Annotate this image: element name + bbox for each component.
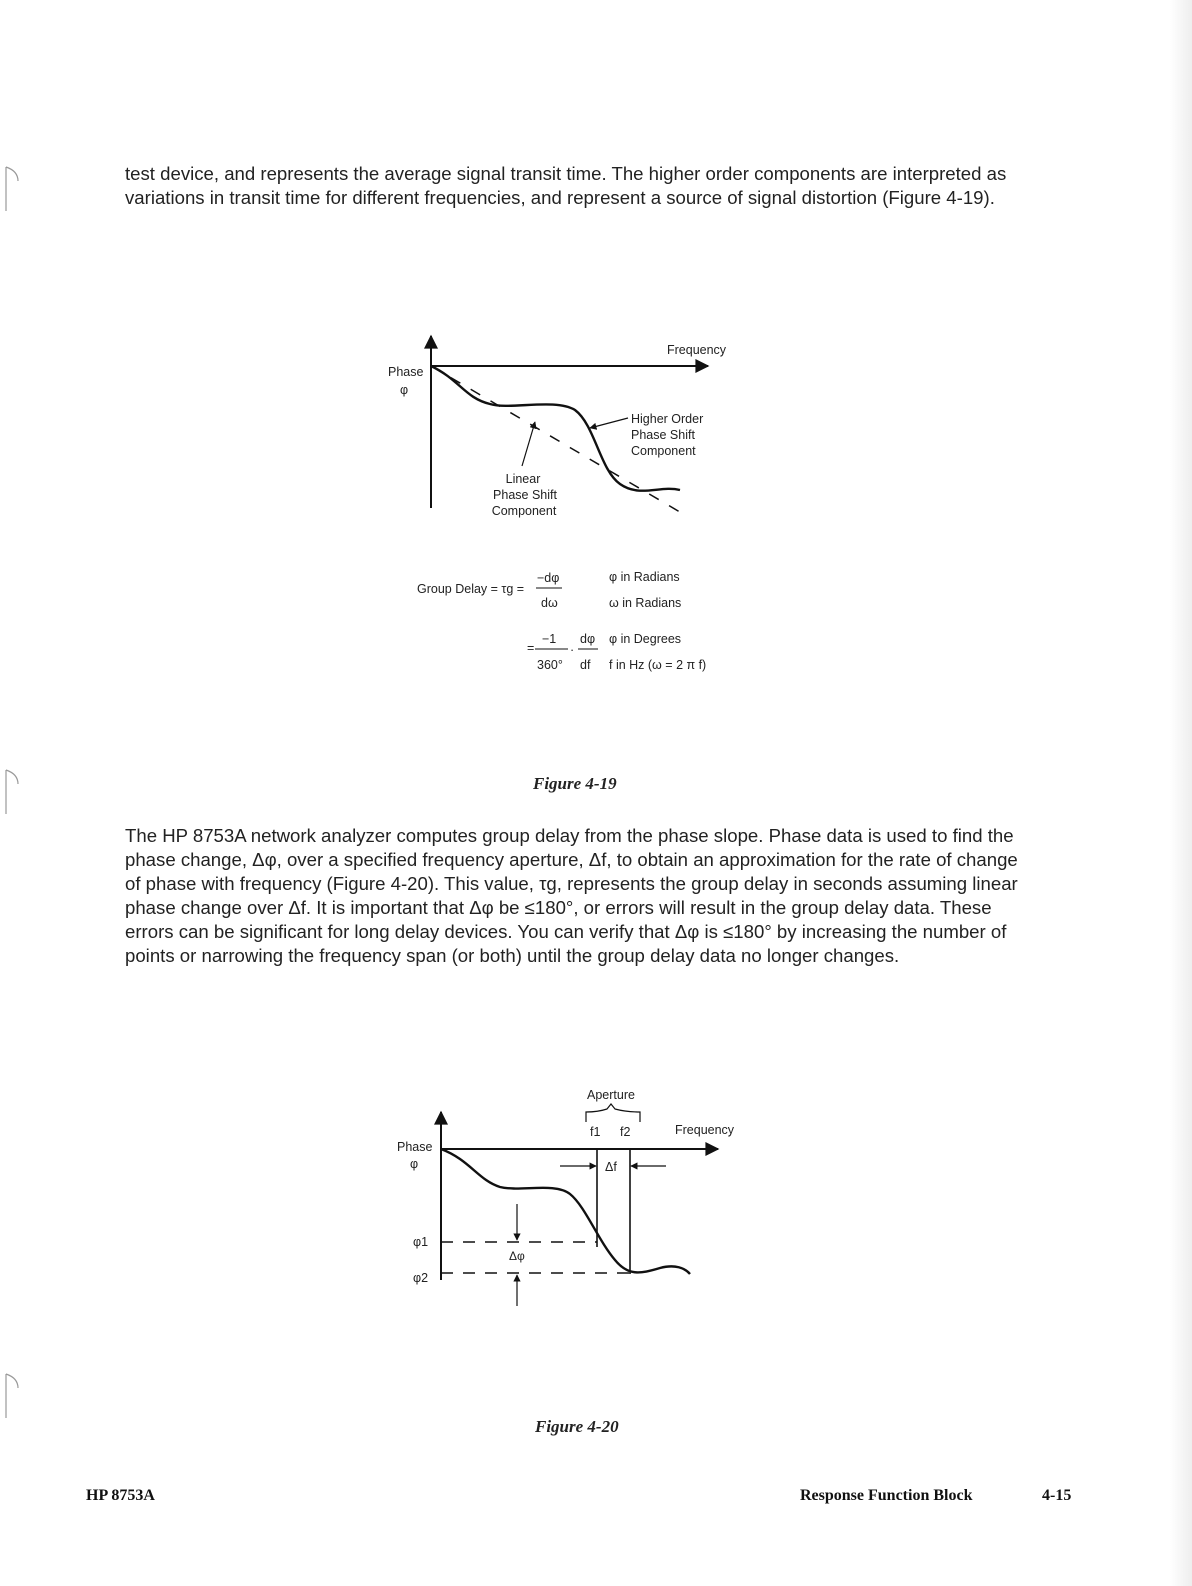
linear-label-1: Linear	[505, 472, 541, 486]
f1-label: f1	[590, 1125, 601, 1139]
phase-label: Phase	[388, 365, 424, 379]
unit-1a: φ in Radians	[609, 570, 680, 584]
figure-caption: Figure 4-20	[535, 1417, 619, 1436]
footer-page-number: 4-15	[1042, 1487, 1072, 1504]
f2-label: f2	[620, 1125, 631, 1139]
formula-eq2: =	[527, 641, 535, 655]
formula-num2a: −1	[542, 632, 557, 646]
delta-phi-label: Δφ	[509, 1249, 525, 1263]
higher-order-label-2: Phase Shift	[631, 428, 695, 442]
aperture-bracket	[586, 1104, 640, 1122]
phase-symbol: φ	[400, 383, 409, 397]
linear-label-3: Component	[491, 504, 557, 518]
unit-1b: ω in Radians	[609, 596, 682, 610]
frequency-label: Frequency	[675, 1123, 735, 1137]
unit-2a: φ in Degrees	[609, 632, 682, 646]
aperture-label: Aperture	[587, 1088, 635, 1102]
figure-caption: Figure 4-19	[533, 774, 617, 793]
frequency-label: Frequency	[667, 343, 727, 357]
delta-f-label: Δf	[605, 1160, 617, 1174]
linear-label-2: Phase Shift	[493, 488, 557, 502]
phase-symbol: φ	[410, 1157, 419, 1171]
group-delay-lhs: Group Delay = τg =	[417, 582, 525, 596]
formula-den1: dω	[541, 596, 558, 610]
phase-curve	[441, 1149, 690, 1274]
formula-den2a: 360°	[537, 658, 563, 672]
higher-order-label-1: Higher Order	[631, 412, 704, 426]
footer-section: Response Function Block	[800, 1487, 973, 1504]
formula-num1: −dφ	[537, 571, 560, 585]
phi1-label: φ1	[413, 1235, 429, 1249]
higher-order-label-3: Component	[631, 444, 696, 458]
formula-dot: ·	[570, 643, 575, 657]
phase-label: Phase	[397, 1140, 433, 1154]
unit-2b: f in Hz (ω = 2 π f)	[609, 658, 707, 672]
body-paragraph: test device, and represents the average signal transit time. The higher order components are interpreted as variations in transit time for different frequencies, and represent a source of signal distortion (Figure 4-19).	[125, 163, 1007, 208]
formula-den2b: df	[580, 658, 591, 672]
phi2-label: φ2	[413, 1271, 429, 1285]
footer-product: HP 8753A	[86, 1487, 155, 1504]
body-paragraph: The HP 8753A network analyzer computes group delay from the phase slope. Phase data is used to find the phase change, Δφ, over a specified frequency aperture, Δf, to obtain an approximation for the rate of change of phase with frequency (Figure 4-20). This value, τg, represents the group delay in seconds assuming linear phase change over Δf. It is important that Δφ be ≤180°, or errors will result in the group delay data. These errors can be significant for long delay devices. You can verify that Δφ is ≤180° by increasing the number of points or narrowing the frequency span (or both) until the group delay data no longer changes.	[125, 825, 1018, 966]
formula-num2b: dφ	[580, 632, 596, 646]
